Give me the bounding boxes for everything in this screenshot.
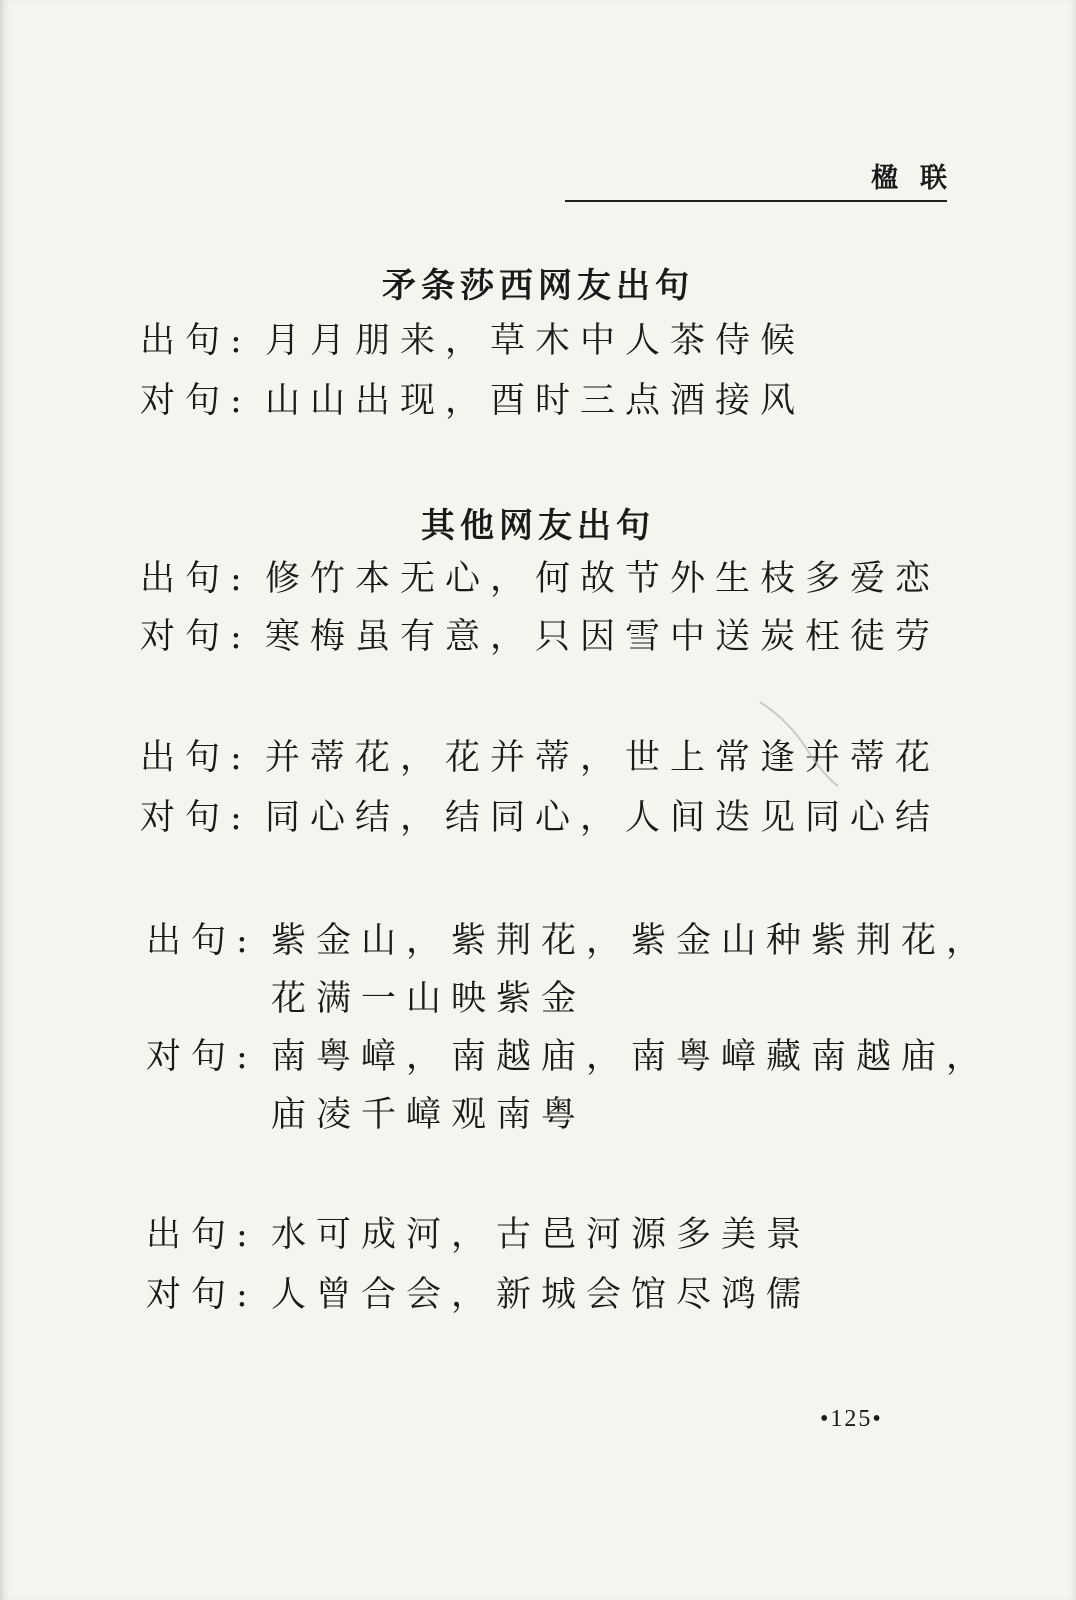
line-label: 出句: bbox=[146, 1215, 258, 1255]
paper-crease-mark bbox=[758, 700, 848, 790]
couplet-line-out bbox=[140, 556, 940, 602]
running-head bbox=[565, 150, 969, 202]
couplet-line-pair bbox=[146, 1034, 991, 1080]
couplet-line-continuation: 庙凌千嶂观南粤 bbox=[271, 1095, 587, 1135]
page-number: •125• bbox=[820, 1406, 883, 1432]
line-label: 对句: bbox=[146, 1037, 258, 1077]
line-label: 出句: bbox=[140, 559, 252, 599]
line-text: 月月朋来，草木中人茶侍候 bbox=[265, 321, 806, 361]
line-label: 出句: bbox=[140, 321, 252, 361]
line-text: 水可成河，古邑河源多美景 bbox=[271, 1215, 812, 1255]
line-text: 同心结，结同心，人间迭见同心结 bbox=[265, 798, 941, 838]
line-text: 紫金山，紫荆花，紫金山种紫荆花， bbox=[271, 921, 992, 961]
section-title: 其他网友出句 bbox=[421, 506, 655, 546]
section-title: 矛条莎西网友出句 bbox=[382, 266, 694, 306]
running-head-rule bbox=[565, 200, 947, 202]
line-text: 修竹本无心，何故节外生枝多爱恋 bbox=[265, 559, 941, 599]
line-text: 山山出现，酉时三点酒接风 bbox=[265, 381, 806, 421]
line-label: 出句: bbox=[140, 738, 252, 778]
line-label: 对句: bbox=[146, 1275, 258, 1315]
line-text: 人曾合会，新城会馆尽鸿儒 bbox=[271, 1275, 812, 1315]
couplet-line-continuation: 花满一山映紫金 bbox=[271, 979, 587, 1019]
line-label: 出句: bbox=[146, 921, 258, 961]
couplet-line-pair bbox=[140, 378, 805, 424]
couplet-line-pair bbox=[140, 795, 940, 841]
running-head-title: 楹联 bbox=[871, 163, 969, 194]
couplet-line-out bbox=[140, 318, 805, 364]
line-label: 对句: bbox=[140, 381, 252, 421]
line-text: 南粤嶂，南越庙，南粤嶂藏南越庙， bbox=[271, 1037, 992, 1077]
line-text: 并蒂花，花并蒂，世上常逢并蒂花 bbox=[265, 738, 941, 778]
line-text: 寒梅虽有意，只因雪中送炭枉徒劳 bbox=[265, 617, 941, 657]
line-label: 对句: bbox=[140, 617, 252, 657]
couplet-line-out bbox=[146, 1212, 811, 1258]
couplet-line-out bbox=[146, 918, 991, 964]
line-label: 对句: bbox=[140, 798, 252, 838]
couplet-line-pair bbox=[140, 614, 940, 660]
couplet-line-pair bbox=[146, 1272, 811, 1318]
